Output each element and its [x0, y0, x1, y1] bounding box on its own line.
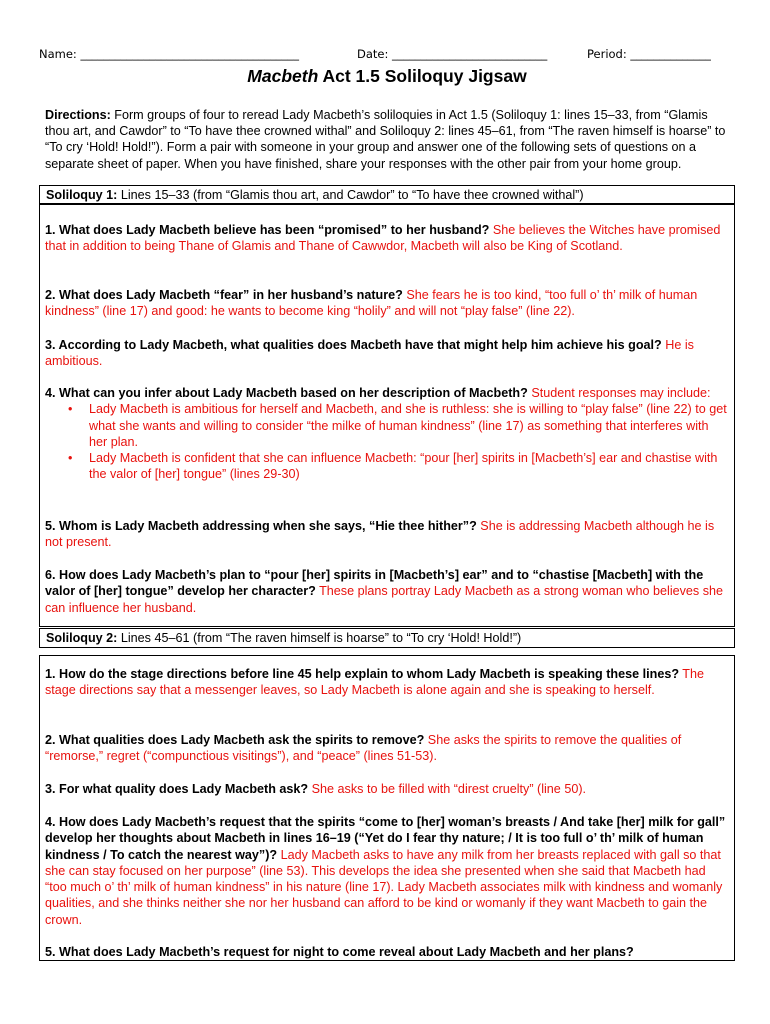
page-title [39, 66, 735, 87]
s1-q2-answer: She fears he is too kind, “too full o’ th’ milk of human kindness” (line 17) and good: he wants to become king “holily” and will not “play false” (line 22). [45, 288, 698, 319]
name-field[interactable]: Name: ______________________________________ [39, 47, 299, 61]
s1-question-5 [45, 518, 729, 551]
s1-question-1 [45, 222, 729, 255]
s2-q5-text: 5. What does Lady Macbeth’s request for night to come reveal about Lady Macbeth and her plans? [45, 945, 634, 959]
directions-text: Form groups of four to reread Lady Macbeth’s soliloquies in Act 1.5 (Soliloquy 1: lines 15–33, from “Glamis thou art, and Cawdor” to “To have thee crowned withal” and Soliloquy 2: lines 45–61, from “The raven himself is hoarse” to “To cry ‘Hold! Hold!”). Form a pair with someone in your group and answer one of the following sets of questions on a separate sheet of paper. When you have finished, share your responses with the other pair from your home group. [45, 108, 726, 171]
s1-q1-answer: She believes the Witches have promised that in addition to being Thane of Glamis and Thane of Cawwdor, Macbeth will also be King of Scotland. [45, 223, 721, 254]
s1-q3-answer: He is ambitious. [45, 338, 694, 369]
s2-question-3 [45, 781, 729, 797]
soliloquy2-header [39, 628, 735, 648]
s1-question-4 [45, 385, 729, 483]
s2-q3-text: 3. For what quality does Lady Macbeth ask? [45, 782, 309, 796]
title-italic: Macbeth [247, 66, 319, 86]
s2-q4-text: 4. How does Lady Macbeth’s request that the spirits “come to [her] woman’s breasts / And take [her] milk for gall” develop her thoughts about Macbeth in lines 16–19 (“Yet do I fear thy nature; / It is too full o’ th’ milk of human kindness / To catch the nearest way”)? [45, 815, 726, 862]
s2-q1-text: 1. How do the stage directions before line 45 help explain to whom Lady Macbeth is speaking these lines? [45, 667, 680, 681]
s1-q4-answer: Student responses may include: [527, 386, 711, 400]
date-field[interactable]: Date: ___________________________ [357, 47, 548, 61]
s1-question-6 [45, 567, 729, 616]
s2-q4-answer: Lady Macbeth asks to have any milk from her breasts replaced with gall so that she can stay focused on her purpose” (line 53). This develops the idea she presented when she said that Macbeth had “too much o’ th’ milk of human kindness” in his nature (line 17). Lady Macbeth associates milk with kindness and womanly qualities, and she thinks neither she nor her husband can afford to be kind or womanly if they want Macbeth to gain the crown. [45, 847, 723, 927]
s2-question-5 [45, 944, 729, 960]
directions [45, 107, 733, 172]
s1-q4-bullet-1: • Lady Macbeth is ambitious for herself and Macbeth, and she is ruthless: she is willing to “play false” (line 22) to get what she wants and willing to consider “the milke of human kindness” (line 17) as something that interferes with her plan. [89, 401, 729, 450]
s2-q2-text: 2. What qualities does Lady Macbeth ask the spirits to remove? [45, 733, 425, 747]
s1-q3-text: 3. According to Lady Macbeth, what qualities does Macbeth have that might help him achieve his goal? [45, 338, 662, 352]
period-field[interactable]: Period: ______________ [587, 47, 711, 61]
soliloquy2-text: Lines 45–61 (from “The raven himself is hoarse” to “To cry ‘Hold! Hold!”) [117, 631, 522, 645]
s1-question-2 [45, 287, 729, 320]
s1-q1-text: 1. What does Lady Macbeth believe has been “promised” to her husband? [45, 223, 490, 237]
s1-q6-answer: These plans portray Lady Macbeth as a strong woman who believes she can influence her husband. [45, 584, 724, 615]
s2-question-4 [45, 814, 729, 928]
s1-q4-bullets [45, 401, 729, 482]
soliloquy1-header [39, 185, 735, 205]
soliloquy1-label: Soliloquy 1: [46, 188, 118, 202]
s1-q2-text: 2. What does Lady Macbeth “fear” in her husband’s nature? [45, 288, 403, 302]
s2-q1-answer: The stage directions say that a messenger leaves, so Lady Macbeth is alone again and she is speaking to herself. [45, 667, 705, 698]
soliloquy1-text: Lines 15–33 (from “Glamis thou art, and Cawdor” to “To have thee crowned withal”) [117, 188, 584, 202]
s1-q6-text: 6. How does Lady Macbeth’s plan to “pour [her] spirits in [Macbeth’s] ear” and to “chastise [Macbeth] with the valor of [her] tongue” develop her character? [45, 568, 704, 599]
s2-q3-answer: She asks to be filled with “direst cruelty” (line 50). [308, 782, 587, 796]
s2-question-2 [45, 732, 729, 765]
s1-q5-answer: She is addressing Macbeth although he is not present. [45, 519, 715, 550]
s1-question-3 [45, 337, 729, 370]
directions-label: Directions: [45, 108, 111, 122]
title-rest: Act 1.5 Soliloquy Jigsaw [318, 66, 527, 86]
s1-q4-bullet-2: • Lady Macbeth is confident that she can influence Macbeth: “pour [her] spirits in [Macbeth’s] ear and chastise with the valor of [her] tongue” (lines 29-30) [89, 450, 729, 483]
s2-q2-answer: She asks the spirits to remove the qualities of “remorse,” regret (“compunctious visitings”), and “peace” (lines 51-53). [45, 733, 682, 764]
s2-question-1 [45, 666, 729, 699]
soliloquy2-label: Soliloquy 2: [46, 631, 118, 645]
s1-q5-text: 5. Whom is Lady Macbeth addressing when she says, “Hie thee hither”? [45, 519, 477, 533]
s1-q4-text: 4. What can you infer about Lady Macbeth based on her description of Macbeth? [45, 386, 528, 400]
